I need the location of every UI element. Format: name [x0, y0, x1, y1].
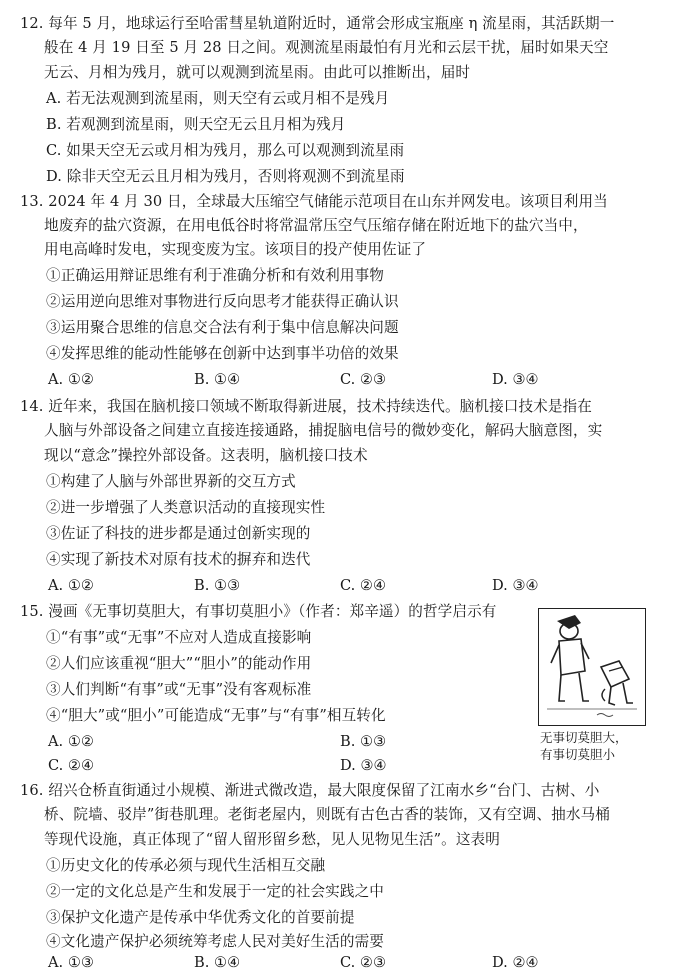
- choice-item: B. 若观测到流星雨，则天空无云且月相为残月: [46, 116, 346, 133]
- question-stem-line: 现以“意念”操控外部设备。这表明，脑机接口技术: [44, 447, 368, 464]
- question-stem-line: 人脑与外部设备之间建立直接连接通路，捕捉脑电信号的微妙变化，解码大脑意图，实: [44, 422, 603, 439]
- question-stem-line: 桥、院墙、驳岸”街巷肌理。老街老屋内，则既有古色古香的装饰，又有空调、抽水马桶: [44, 806, 610, 823]
- cartoon-drawing: [539, 609, 644, 724]
- statement-item: ①正确运用辩证思维有利于准确分析和有效利用事物: [46, 267, 384, 284]
- question-stem-line: 14. 近年来，我国在脑机接口领域不断取得新进展，技术持续迭代。脑机接口技术是指在: [20, 398, 592, 415]
- question-stem-line: 地废弃的盐穴资源，在用电低谷时将常温常压空气压缩存储在附近地下的盐穴当中，: [44, 217, 588, 234]
- answer-option-a: A. ①②: [48, 577, 94, 594]
- choice-item: A. 若无法观测到流星雨，则天空有云或月相不是残月: [46, 90, 390, 107]
- choice-item: C. 如果天空无云或月相为残月，那么可以观测到流星雨: [46, 142, 405, 159]
- question-stem-line: 般在 4 月 19 日至 5 月 28 日之间。观测流星雨最怕有月光和云层干扰，届时如果天空: [44, 39, 609, 56]
- question-stem-line: 16. 绍兴仓桥直街通过小规模、渐进式微改造，最大限度保留了江南水乡“台门、古树、小: [20, 782, 600, 799]
- statement-item: ④实现了新技术对原有技术的摒弃和迭代: [46, 551, 311, 568]
- question-stem-line: 无云、月相为残月，就可以观测到流星雨。由此可以推断出，届时: [44, 64, 471, 81]
- cartoon-caption-line: 无事切莫胆大，: [540, 730, 628, 745]
- statement-item: ③人们判断“有事”或“无事”没有客观标准: [46, 681, 312, 698]
- answer-option-c: C. ②③: [340, 371, 387, 388]
- statement-item: ③保护文化遗产是传承中华优秀文化的首要前提: [46, 909, 355, 926]
- answer-option-b: B. ①③: [194, 577, 241, 594]
- statement-item: ①构建了人脑与外部世界新的交互方式: [46, 473, 296, 490]
- cartoon-caption-line: 有事切莫胆小: [540, 747, 616, 762]
- answer-option-b: B. ①④: [194, 371, 241, 388]
- answer-option-a: A. ①③: [48, 954, 94, 971]
- statement-item: ②进一步增强了人类意识活动的直接现实性: [46, 499, 326, 516]
- answer-option-c: C. ②④: [340, 577, 387, 594]
- statement-item: ②人们应该重视“胆大”“胆小”的能动作用: [46, 655, 312, 672]
- question-stem-line: 用电高峰时发电，实现变废为宝。该项目的投产使用佐证了: [44, 241, 427, 258]
- statement-item: ③佐证了科技的进步都是通过创新实现的: [46, 525, 311, 542]
- statement-item: ④发挥思维的能动性能够在创新中达到事半功倍的效果: [46, 345, 399, 362]
- statement-item: ③运用聚合思维的信息交合法有利于集中信息解决问题: [46, 319, 399, 336]
- answer-option-d: D. ③④: [340, 757, 387, 774]
- statement-item: ①历史文化的传承必须与现代生活相互交融: [46, 857, 326, 874]
- cartoon-image: [538, 608, 646, 726]
- statement-item: ②运用逆向思维对事物进行反向思考才能获得正确认识: [46, 293, 399, 310]
- question-stem-line: 12. 每年 5 月，地球运行至哈雷彗星轨道附近时，通常会形成宝瓶座 η 流星雨，其活跃期一: [20, 15, 615, 32]
- answer-option-a: A. ①②: [48, 733, 94, 750]
- answer-option-c: C. ②③: [340, 954, 387, 971]
- statement-item: ①“有事”或“无事”不应对人造成直接影响: [46, 629, 312, 646]
- question-stem-line: 13. 2024 年 4 月 30 日，全球最大压缩空气储能示范项目在山东并网发电。该项目利用当: [20, 193, 608, 210]
- answer-option-a: A. ①②: [48, 371, 94, 388]
- statement-item: ④文化遗产保护必须统筹考虑人民对美好生活的需要: [46, 933, 384, 950]
- answer-option-c: C. ②④: [48, 757, 95, 774]
- answer-option-b: B. ①④: [194, 954, 241, 971]
- choice-item: D. 除非天空无云且月相为残月，否则将观测不到流星雨: [46, 168, 405, 185]
- answer-option-d: D. ③④: [492, 371, 539, 388]
- question-stem-line: 等现代设施，真正体现了“留人留形留乡愁，见人见物见生活”。这表明: [44, 831, 500, 848]
- statement-item: ②一定的文化总是产生和发展于一定的社会实践之中: [46, 883, 384, 900]
- question-stem-line: 15. 漫画《无事切莫胆大，有事切莫胆小》（作者：郑辛遥）的哲学启示有: [20, 603, 497, 620]
- answer-option-d: D. ②④: [492, 954, 539, 971]
- answer-option-d: D. ③④: [492, 577, 539, 594]
- answer-option-b: B. ①③: [340, 733, 387, 750]
- statement-item: ④“胆大”或“胆小”可能造成“无事”与“有事”相互转化: [46, 707, 386, 724]
